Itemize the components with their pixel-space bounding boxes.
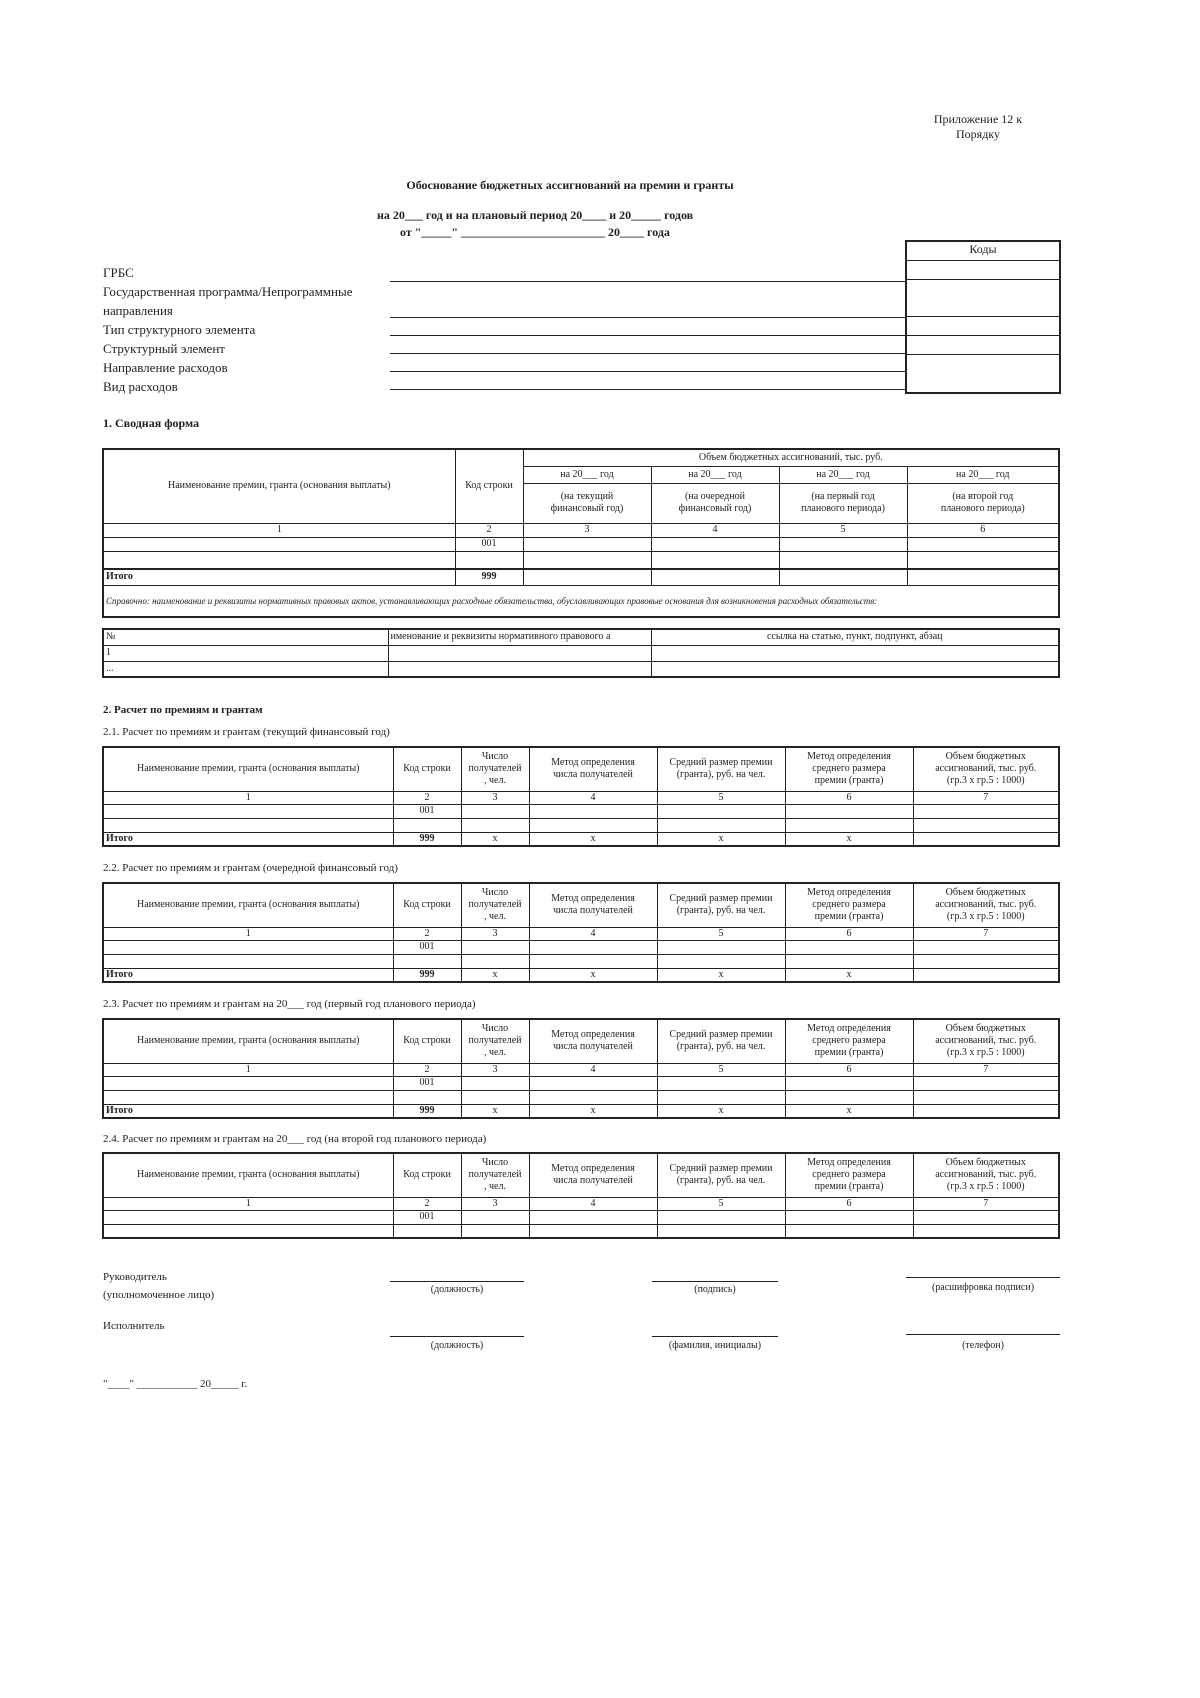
table-cell (388, 661, 651, 677)
table-cell (657, 940, 785, 954)
signature-line (390, 1336, 524, 1337)
num-cell: 7 (913, 1197, 1059, 1210)
num-cell: 5 (657, 927, 785, 940)
table-cell (657, 804, 785, 818)
table-cell (529, 804, 657, 818)
col-name-header: Наименование премии, гранта (основания выплаты) (103, 1019, 393, 1063)
table-cell (103, 537, 455, 551)
table-cell (103, 1076, 393, 1090)
head-title: Руководитель (103, 1271, 167, 1283)
col-count-header: Число получателей , чел. (461, 1019, 529, 1063)
field-type: Тип структурного элемента (103, 322, 256, 337)
table-cell (529, 954, 657, 968)
num-cell: 5 (657, 1063, 785, 1076)
table-cell (461, 804, 529, 818)
reference-text: Справочно: наименование и реквизиты нормативных правовых актов, устанавливающих расходные обязательства, обуславливающих правовые основания для возникновения расходных обязательств: (103, 585, 1059, 617)
table-cell (913, 818, 1059, 832)
num-cell: 6 (785, 791, 913, 804)
col-method-header: Метод определения числа получателей (529, 1153, 657, 1197)
row-code: 001 (455, 537, 523, 551)
table-cell (103, 1224, 393, 1238)
table-cell (785, 1090, 913, 1104)
decode-caption: (расшифровка подписи) (931, 1282, 1035, 1293)
calc-table-current (102, 746, 1060, 847)
field-line (390, 335, 905, 336)
year-desc: (на текущий финансовый год) (523, 483, 651, 523)
x-cell: x (657, 832, 785, 846)
num-cell: 2 (393, 791, 461, 804)
col-method-header: Метод определения числа получателей (529, 883, 657, 927)
x-cell: x (657, 1104, 785, 1118)
table-cell (779, 537, 907, 551)
year-desc: (на первый год планового периода) (779, 483, 907, 523)
col-method-avg-header: Метод определения среднего размера премии (гранта) (785, 883, 913, 927)
date-footer: "____" ___________ 20_____ г. (103, 1378, 248, 1390)
appendix-line1: Приложение 12 к (933, 112, 1023, 126)
num-cell: 2 (393, 1197, 461, 1210)
col-method-avg-header: Метод определения среднего размера премии (гранта) (785, 747, 913, 791)
table-cell (913, 1210, 1059, 1224)
table-cell (657, 1224, 785, 1238)
num-cell: 7 (913, 927, 1059, 940)
x-cell: x (461, 968, 529, 982)
table-cell (529, 1090, 657, 1104)
table-cell (657, 1210, 785, 1224)
code-cell (907, 317, 1059, 336)
col-name-header: Наименование премии, гранта (основания выплаты) (103, 747, 393, 791)
subsection-title: 2.1. Расчет по премиям и грантам (текущий финансовый год) (103, 726, 390, 738)
field-program-cont: направления (103, 303, 173, 318)
num-cell: 1 (103, 791, 393, 804)
calc-table-next (102, 882, 1060, 983)
table-cell (529, 1210, 657, 1224)
total-label: Итого (103, 832, 393, 846)
table-cell (907, 569, 1059, 585)
col-volume-header: Объем бюджетных ассигнований, тыс. руб. (гр.3 х гр.5 : 1000) (913, 747, 1059, 791)
col-avg-header: Средний размер премии (гранта), руб. на чел. (657, 883, 785, 927)
table-cell (103, 940, 393, 954)
table-cell (523, 537, 651, 551)
col-name-header: Наименование премии, гранта (основания выплаты) (103, 449, 455, 523)
field-program: Государственная программа/Непрограммные (103, 284, 353, 299)
field-kind: Вид расходов (103, 379, 178, 394)
table-cell (913, 940, 1059, 954)
col-code-header: Код строки (393, 883, 461, 927)
col-name-header: Наименование премии, гранта (основания выплаты) (103, 1153, 393, 1197)
col-code-header: Код строки (393, 1153, 461, 1197)
signature-line (652, 1281, 778, 1282)
table-cell (461, 1224, 529, 1238)
row-code: 001 (393, 940, 461, 954)
table-cell (785, 1224, 913, 1238)
table-cell (907, 551, 1059, 569)
total-label: Итого (103, 968, 393, 982)
x-cell: x (461, 1104, 529, 1118)
num-cell: 6 (785, 1063, 913, 1076)
signature-line (906, 1277, 1060, 1278)
table-cell (913, 832, 1059, 846)
table-cell (657, 954, 785, 968)
table-cell (461, 940, 529, 954)
table-cell (529, 940, 657, 954)
ref-row: ... (103, 661, 388, 677)
num-cell: 6 (907, 523, 1059, 537)
field-line (390, 353, 905, 354)
table-cell (913, 968, 1059, 982)
signature-line (652, 1336, 778, 1337)
table-cell (779, 569, 907, 585)
col-volume-header: Объем бюджетных ассигнований, тыс. руб. (гр.3 х гр.5 : 1000) (913, 883, 1059, 927)
col-name-header: Наименование премии, гранта (основания выплаты) (103, 883, 393, 927)
table-cell (913, 1076, 1059, 1090)
num-cell: 6 (785, 927, 913, 940)
col-count-header: Число получателей , чел. (461, 1153, 529, 1197)
num-cell: 2 (393, 927, 461, 940)
num-cell: 4 (529, 1197, 657, 1210)
num-cell: 6 (785, 1197, 913, 1210)
table-cell (461, 818, 529, 832)
table-cell (913, 1224, 1059, 1238)
col-method-avg-header: Метод определения среднего размера премии (гранта) (785, 1019, 913, 1063)
num-cell: 4 (529, 791, 657, 804)
position-caption: (должность) (430, 1340, 484, 1351)
head-subtitle: (уполномоченное лицо) (103, 1289, 215, 1301)
field-line (390, 389, 905, 390)
num-cell: 3 (461, 927, 529, 940)
col-method-avg-header: Метод определения среднего размера премии (гранта) (785, 1153, 913, 1197)
summary-table (102, 448, 1060, 618)
table-cell (393, 954, 461, 968)
col-volume-header: Объем бюджетных ассигнований, тыс. руб. (гр.3 х гр.5 : 1000) (913, 1019, 1059, 1063)
num-cell: 4 (529, 1063, 657, 1076)
section1-title: 1. Сводная форма (103, 416, 200, 430)
x-cell: x (529, 968, 657, 982)
ref-row: 1 (103, 645, 388, 661)
num-cell: 5 (657, 1197, 785, 1210)
table-cell (461, 1090, 529, 1104)
x-cell: x (529, 1104, 657, 1118)
year-header: на 20___ год (779, 466, 907, 483)
fio-caption: (фамилия, инициалы) (668, 1340, 762, 1351)
table-cell (651, 661, 1059, 677)
row-code: 001 (393, 1076, 461, 1090)
col-method-header: Метод определения числа получателей (529, 747, 657, 791)
row-code: 001 (393, 804, 461, 818)
field-element: Структурный элемент (103, 341, 225, 356)
table-cell (103, 1090, 393, 1104)
col-code-header: Код строки (393, 747, 461, 791)
field-line (390, 281, 905, 282)
total-label: Итого (103, 569, 455, 585)
table-cell (103, 1210, 393, 1224)
field-line (390, 371, 905, 372)
num-cell: 5 (657, 791, 785, 804)
signature-caption: (подпись) (694, 1284, 736, 1295)
total-code: 999 (393, 1104, 461, 1118)
x-cell: x (461, 832, 529, 846)
table-cell (388, 645, 651, 661)
date-line: от "_____" ________________________ 20____ года (400, 225, 670, 239)
appendix (918, 112, 1038, 142)
total-code: 999 (393, 968, 461, 982)
year-header: на 20___ год (523, 466, 651, 483)
col-avg-header: Средний размер премии (гранта), руб. на чел. (657, 747, 785, 791)
year-desc: (на очередной финансовый год) (651, 483, 779, 523)
num-cell: 3 (523, 523, 651, 537)
codes-box (905, 240, 1061, 394)
num-cell: 5 (779, 523, 907, 537)
table-cell (455, 551, 523, 569)
num-cell: 2 (455, 523, 523, 537)
calc-table-second-plan (102, 1152, 1060, 1239)
section2-title: 2. Расчет по премиям и грантам (103, 704, 263, 716)
field-direction: Направление расходов (103, 360, 228, 375)
col-code-header: Код строки (455, 449, 523, 523)
col-volume-header: Объем бюджетных ассигнований, тыс. руб. (гр.3 х гр.5 : 1000) (913, 1153, 1059, 1197)
table-cell (657, 1090, 785, 1104)
table-cell (461, 1210, 529, 1224)
year-header: на 20___ год (907, 466, 1059, 483)
table-cell (393, 1224, 461, 1238)
col-avg-header: Средний размер премии (гранта), руб. на чел. (657, 1153, 785, 1197)
ref-col-link: ссылка на статью, пункт, подпункт, абзац (651, 629, 1059, 645)
table-cell (913, 1090, 1059, 1104)
position-caption: (должность) (430, 1284, 484, 1295)
calc-table-first-plan (102, 1018, 1060, 1119)
table-cell (651, 569, 779, 585)
table-cell (651, 537, 779, 551)
x-cell: x (785, 968, 913, 982)
total-label: Итого (103, 1104, 393, 1118)
col-avg-header: Средний размер премии (гранта), руб. на чел. (657, 1019, 785, 1063)
table-cell (529, 1224, 657, 1238)
code-cell (907, 261, 1059, 280)
total-code: 999 (393, 832, 461, 846)
signature-line (906, 1334, 1060, 1335)
num-cell: 1 (103, 1063, 393, 1076)
ref-col-name: именование и реквизиты нормативного правового а (388, 629, 651, 645)
page-title: Обоснование бюджетных ассигнований на премии и гранты (406, 178, 734, 192)
table-cell (529, 818, 657, 832)
year-desc: (на второй год планового периода) (907, 483, 1059, 523)
reference-table (102, 628, 1060, 678)
table-cell (657, 1076, 785, 1090)
table-cell (785, 954, 913, 968)
table-cell (651, 551, 779, 569)
subsection-title: 2.4. Расчет по премиям и грантам на 20___ год (на второй год планового периода) (103, 1133, 487, 1145)
table-cell (461, 954, 529, 968)
table-cell (785, 940, 913, 954)
table-cell (393, 1090, 461, 1104)
appendix-line2: Порядку (956, 127, 1000, 141)
executor-label: Исполнитель (103, 1320, 165, 1332)
col-count-header: Число получателей , чел. (461, 883, 529, 927)
num-cell: 7 (913, 1063, 1059, 1076)
field-line (390, 317, 905, 318)
x-cell: x (529, 832, 657, 846)
num-cell: 1 (103, 927, 393, 940)
row-code: 001 (393, 1210, 461, 1224)
phone-caption: (телефон) (962, 1340, 1004, 1351)
col-method-header: Метод определения числа получателей (529, 1019, 657, 1063)
table-cell (779, 551, 907, 569)
field-grbs: ГРБС (103, 265, 134, 280)
table-cell (103, 954, 393, 968)
codes-header: Коды (907, 242, 1059, 261)
num-cell: 3 (461, 1197, 529, 1210)
num-cell: 4 (529, 927, 657, 940)
num-cell: 2 (393, 1063, 461, 1076)
code-cell (907, 336, 1059, 355)
x-cell: x (785, 1104, 913, 1118)
table-cell (785, 1210, 913, 1224)
table-cell (523, 569, 651, 585)
table-cell (651, 645, 1059, 661)
table-cell (461, 1076, 529, 1090)
col-code-header: Код строки (393, 1019, 461, 1063)
table-cell (913, 1104, 1059, 1118)
x-cell: x (785, 832, 913, 846)
table-cell (523, 551, 651, 569)
table-cell (529, 1076, 657, 1090)
table-cell (103, 818, 393, 832)
table-cell (913, 804, 1059, 818)
head-label (103, 1268, 214, 1304)
period-line: на 20___ год и на плановый период 20____ и 20_____ годов (377, 208, 694, 222)
subsection-title: 2.2. Расчет по премиям и грантам (очередной финансовый год) (103, 862, 398, 874)
num-cell: 3 (461, 1063, 529, 1076)
num-cell: 1 (103, 523, 455, 537)
table-cell (913, 954, 1059, 968)
table-cell (785, 818, 913, 832)
num-cell: 4 (651, 523, 779, 537)
table-cell (657, 818, 785, 832)
table-cell (785, 1076, 913, 1090)
num-cell: 7 (913, 791, 1059, 804)
subsection-title: 2.3. Расчет по премиям и грантам на 20___ год (первый год планового периода) (103, 998, 476, 1010)
table-cell (103, 551, 455, 569)
table-cell (785, 804, 913, 818)
ref-col-num: № (103, 629, 388, 645)
volume-header: Объем бюджетных ассигнований, тыс. руб. (523, 449, 1059, 466)
header-fields (103, 263, 353, 396)
signature-line (390, 1281, 524, 1282)
total-code: 999 (455, 569, 523, 585)
x-cell: x (657, 968, 785, 982)
num-cell: 1 (103, 1197, 393, 1210)
table-cell (907, 537, 1059, 551)
year-header: на 20___ год (651, 466, 779, 483)
col-count-header: Число получателей , чел. (461, 747, 529, 791)
code-cell (907, 280, 1059, 317)
table-cell (393, 818, 461, 832)
table-cell (103, 804, 393, 818)
code-cell (907, 355, 1059, 373)
num-cell: 3 (461, 791, 529, 804)
